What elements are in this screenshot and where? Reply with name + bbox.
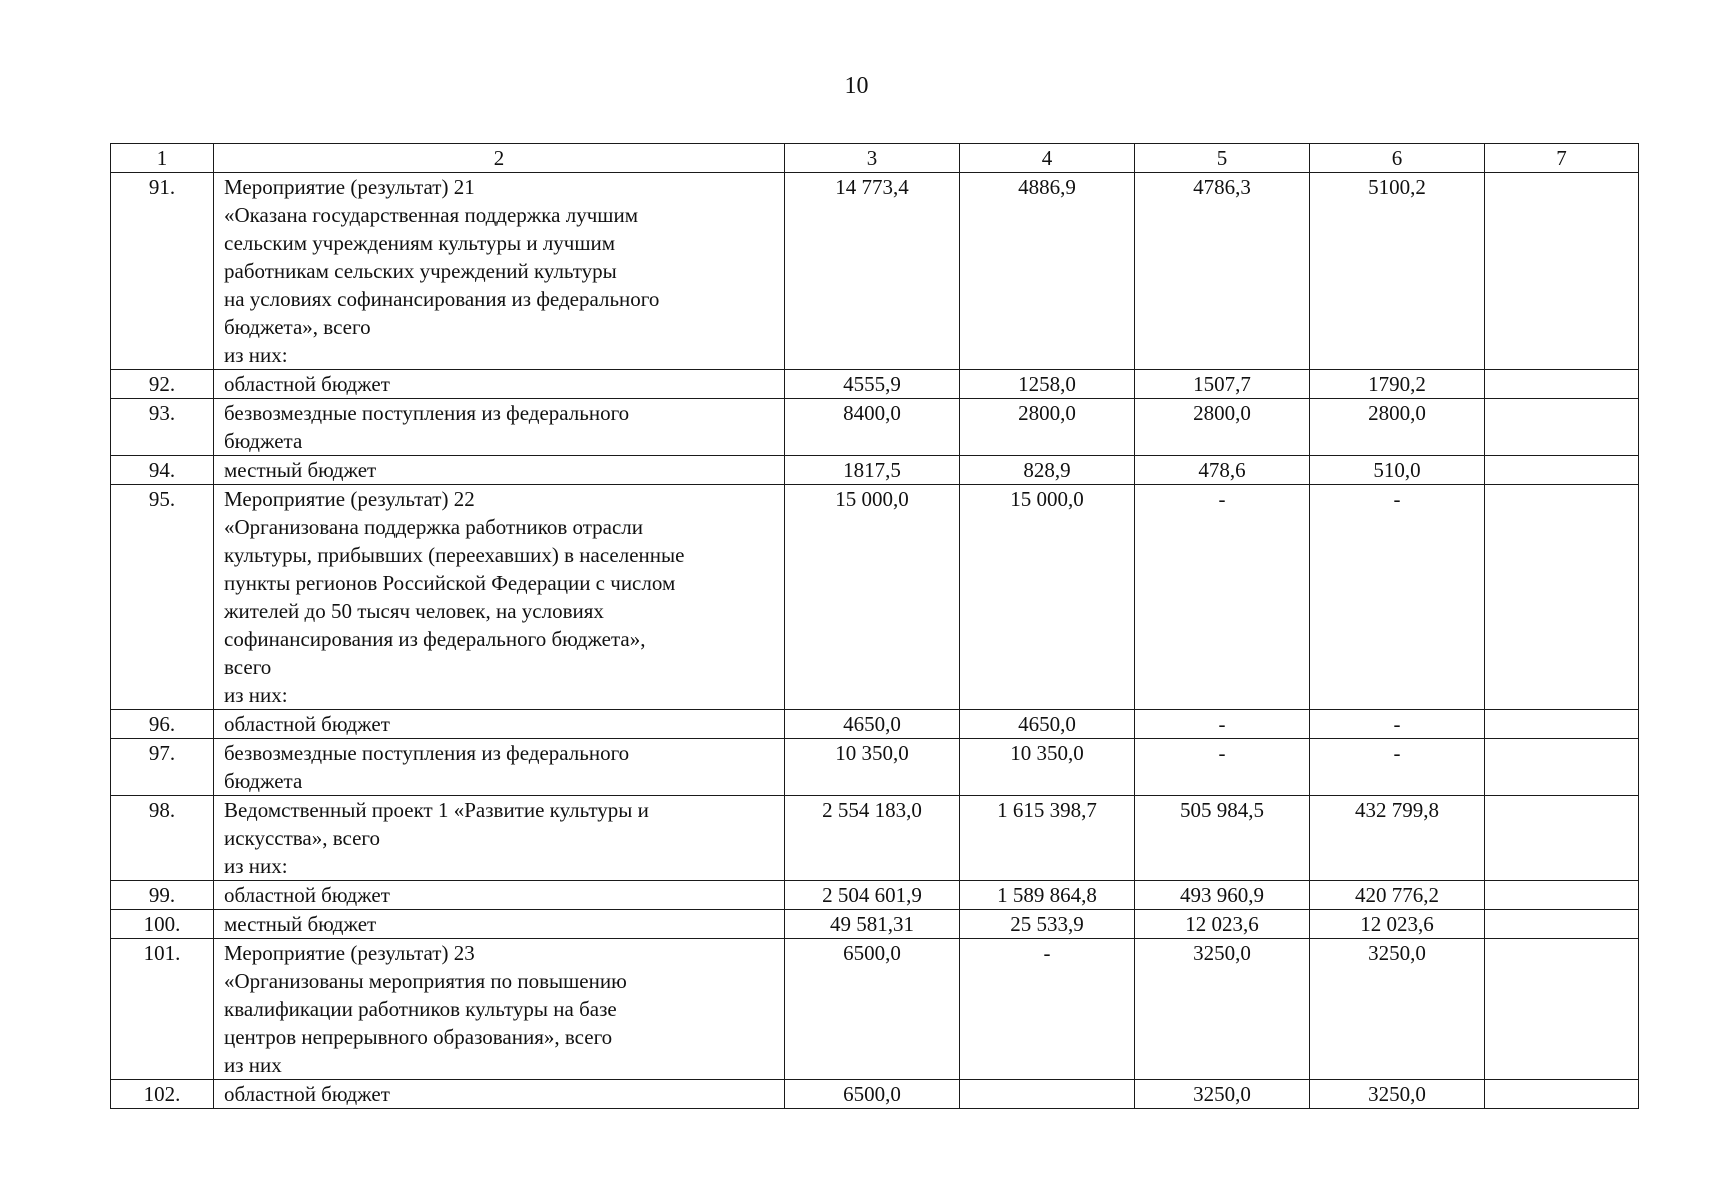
description-line: на условиях софинансирования из федерального [224, 287, 660, 311]
description-line: «Организована поддержка работников отрасли [224, 515, 644, 539]
row-number: 102. [111, 1080, 214, 1109]
value-cell-col5: 12 023,6 [1135, 910, 1310, 939]
description-line: из них [224, 1053, 282, 1077]
description-line: жителей до 50 тысяч человек, на условиях [224, 599, 604, 623]
description-line: бюджета [224, 769, 303, 793]
table-row [111, 939, 1639, 1080]
description-line: безвозмездные поступления из федерального [224, 741, 630, 765]
description-line: центров непрерывного образования», всего [224, 1025, 613, 1049]
description-line: искусства», всего [224, 826, 381, 850]
column-header: 7 [1485, 144, 1639, 173]
table-row [111, 399, 1639, 456]
table-row [111, 173, 1639, 370]
value-cell-col4: 15 000,0 [960, 485, 1135, 710]
value-cell-col7 [1485, 939, 1639, 1080]
description-line: областной бюджет [224, 712, 390, 736]
description-line: Ведомственный проект 1 «Развитие культуры и [224, 798, 649, 822]
description-line: Мероприятие (результат) 22 [224, 487, 475, 511]
value-cell-col7 [1485, 485, 1639, 710]
value-cell-col4: 10 350,0 [960, 739, 1135, 796]
column-header: 1 [111, 144, 214, 173]
value-cell-col7 [1485, 910, 1639, 939]
row-number: 94. [111, 456, 214, 485]
row-description [214, 881, 785, 910]
value-cell-col7 [1485, 173, 1639, 370]
column-header: 6 [1310, 144, 1485, 173]
description-line: «Оказана государственная поддержка лучшим [224, 203, 638, 227]
table-row [111, 370, 1639, 399]
description-line: квалификации работников культуры на базе [224, 997, 617, 1021]
table-header-row [111, 144, 1639, 173]
description-line: бюджета [224, 429, 303, 453]
value-cell-col4: 4886,9 [960, 173, 1135, 370]
description-line: областной бюджет [224, 372, 390, 396]
row-number: 99. [111, 881, 214, 910]
row-number: 98. [111, 796, 214, 881]
value-cell-col3: 1817,5 [785, 456, 960, 485]
row-description [214, 710, 785, 739]
value-cell-col5: 2800,0 [1135, 399, 1310, 456]
description-line: Мероприятие (результат) 21 [224, 175, 475, 199]
column-header: 4 [960, 144, 1135, 173]
row-number: 91. [111, 173, 214, 370]
table-row [111, 485, 1639, 710]
value-cell-col7 [1485, 881, 1639, 910]
row-description [214, 910, 785, 939]
value-cell-col4: 828,9 [960, 456, 1135, 485]
value-cell-col7 [1485, 370, 1639, 399]
value-cell-col6: 3250,0 [1310, 939, 1485, 1080]
page-number: 10 [844, 73, 869, 99]
value-cell-col7 [1485, 1080, 1639, 1109]
description-line: областной бюджет [224, 883, 390, 907]
value-cell-col5: 478,6 [1135, 456, 1310, 485]
value-cell-col7 [1485, 739, 1639, 796]
value-cell-col3: 6500,0 [785, 939, 960, 1080]
table-row [111, 881, 1639, 910]
value-cell-col6: - [1310, 710, 1485, 739]
value-cell-col5: 3250,0 [1135, 939, 1310, 1080]
row-description [214, 173, 785, 370]
row-number: 93. [111, 399, 214, 456]
value-cell-col3: 2 554 183,0 [785, 796, 960, 881]
value-cell-col3: 49 581,31 [785, 910, 960, 939]
value-cell-col6: 3250,0 [1310, 1080, 1485, 1109]
value-cell-col6: 2800,0 [1310, 399, 1485, 456]
row-description [214, 456, 785, 485]
row-description [214, 485, 785, 710]
description-line: безвозмездные поступления из федерального [224, 401, 630, 425]
row-number: 92. [111, 370, 214, 399]
description-line: из них: [224, 343, 288, 367]
table-row [111, 910, 1639, 939]
value-cell-col6: 12 023,6 [1310, 910, 1485, 939]
value-cell-col5: 493 960,9 [1135, 881, 1310, 910]
description-line: бюджета», всего [224, 315, 371, 339]
value-cell-col6: 432 799,8 [1310, 796, 1485, 881]
value-cell-col5: 3250,0 [1135, 1080, 1310, 1109]
row-number: 95. [111, 485, 214, 710]
value-cell-col7 [1485, 796, 1639, 881]
value-cell-col5: - [1135, 739, 1310, 796]
value-cell-col3: 15 000,0 [785, 485, 960, 710]
description-line: пункты регионов Российской Федерации с числом [224, 571, 676, 595]
value-cell-col5: 1507,7 [1135, 370, 1310, 399]
value-cell-col6: - [1310, 485, 1485, 710]
value-cell-col6: - [1310, 739, 1485, 796]
description-line: культуры, прибывших (переехавших) в населенные [224, 543, 685, 567]
value-cell-col3: 4650,0 [785, 710, 960, 739]
value-cell-col4: 1258,0 [960, 370, 1135, 399]
description-line: из них: [224, 854, 288, 878]
table-row [111, 739, 1639, 796]
value-cell-col3: 2 504 601,9 [785, 881, 960, 910]
description-line: работникам сельских учреждений культуры [224, 259, 617, 283]
table-row [111, 796, 1639, 881]
value-cell-col3: 10 350,0 [785, 739, 960, 796]
table-row [111, 710, 1639, 739]
column-header: 3 [785, 144, 960, 173]
description-line: местный бюджет [224, 912, 377, 936]
value-cell-col6: 510,0 [1310, 456, 1485, 485]
value-cell-col5: 505 984,5 [1135, 796, 1310, 881]
value-cell-col7 [1485, 710, 1639, 739]
row-description [214, 1080, 785, 1109]
value-cell-col7 [1485, 399, 1639, 456]
value-cell-col5: 4786,3 [1135, 173, 1310, 370]
row-number: 100. [111, 910, 214, 939]
value-cell-col3: 14 773,4 [785, 173, 960, 370]
column-header: 5 [1135, 144, 1310, 173]
value-cell-col4: 2800,0 [960, 399, 1135, 456]
table-row [111, 1080, 1639, 1109]
row-description [214, 796, 785, 881]
description-line: областной бюджет [224, 1082, 390, 1106]
description-line: местный бюджет [224, 458, 377, 482]
description-line: «Организованы мероприятия по повышению [224, 969, 627, 993]
row-description [214, 739, 785, 796]
row-number: 101. [111, 939, 214, 1080]
value-cell-col6: 420 776,2 [1310, 881, 1485, 910]
description-line: из них: [224, 683, 288, 707]
value-cell-col4: 4650,0 [960, 710, 1135, 739]
row-number: 97. [111, 739, 214, 796]
value-cell-col4 [960, 1080, 1135, 1109]
budget-table [110, 143, 1639, 1109]
value-cell-col7 [1485, 456, 1639, 485]
value-cell-col3: 8400,0 [785, 399, 960, 456]
value-cell-col3: 6500,0 [785, 1080, 960, 1109]
table-row [111, 456, 1639, 485]
value-cell-col4: 25 533,9 [960, 910, 1135, 939]
value-cell-col6: 5100,2 [1310, 173, 1485, 370]
row-description [214, 399, 785, 456]
value-cell-col4: 1 589 864,8 [960, 881, 1135, 910]
value-cell-col6: 1790,2 [1310, 370, 1485, 399]
value-cell-col5: - [1135, 710, 1310, 739]
column-header: 2 [214, 144, 785, 173]
row-description [214, 370, 785, 399]
description-line: сельским учреждениям культуры и лучшим [224, 231, 616, 255]
description-line: всего [224, 655, 272, 679]
value-cell-col3: 4555,9 [785, 370, 960, 399]
value-cell-col5: - [1135, 485, 1310, 710]
value-cell-col4: - [960, 939, 1135, 1080]
row-number: 96. [111, 710, 214, 739]
row-description [214, 939, 785, 1080]
description-line: софинансирования из федерального бюджета», [224, 627, 646, 651]
description-line: Мероприятие (результат) 23 [224, 941, 475, 965]
value-cell-col4: 1 615 398,7 [960, 796, 1135, 881]
